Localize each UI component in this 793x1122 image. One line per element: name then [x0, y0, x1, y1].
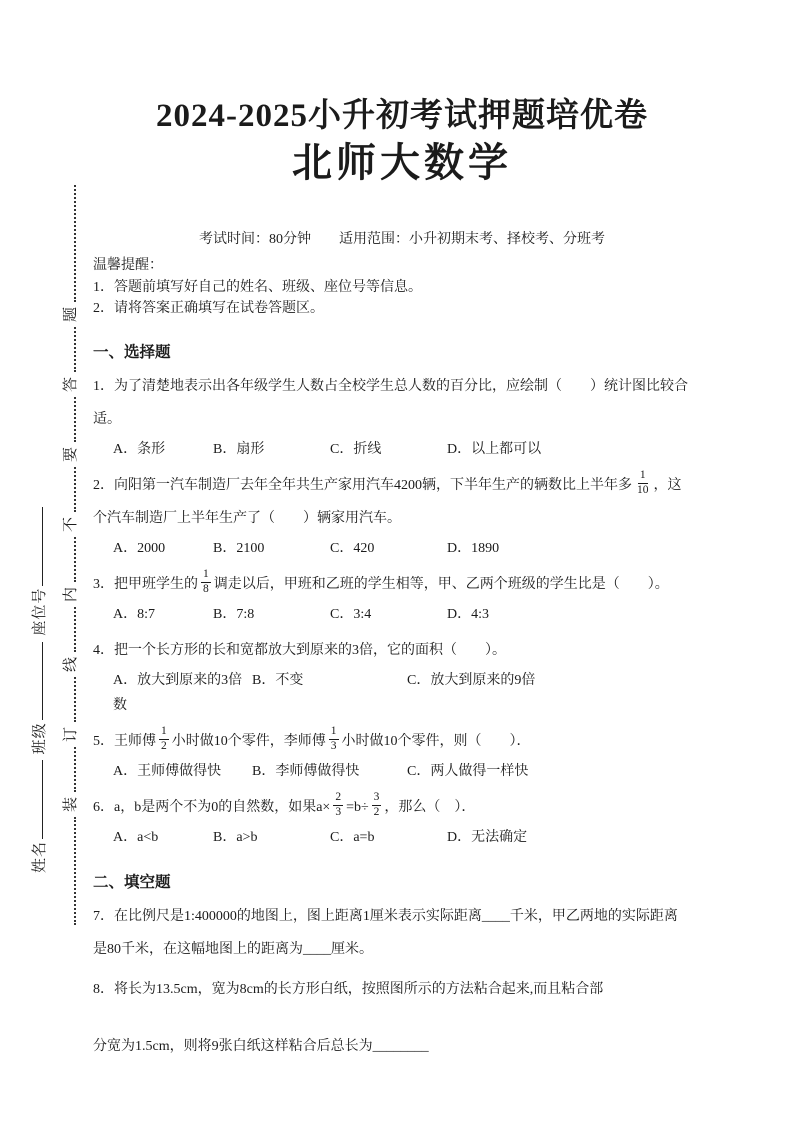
dots-segment	[63, 185, 76, 302]
dots-segment	[63, 467, 76, 512]
exam-meta-line: 考试时间：80分钟 适用范围：小升初期末考、择校考、分班考	[199, 232, 605, 247]
fraction-denominator: 3	[335, 805, 342, 818]
options-row	[93, 536, 711, 561]
student-field-label: 座位号	[31, 587, 48, 636]
fraction-numerator: 2	[333, 791, 343, 806]
page-title: 2024-2025小升初考试押题培优卷	[156, 98, 648, 134]
binding-strip	[0, 0, 92, 1122]
student-info-line	[27, 503, 49, 875]
dots-segment	[63, 537, 76, 582]
question-line: 4．把一个长方形的长和宽都放大到原来的3倍，它的面积（ ）。	[93, 642, 506, 658]
fraction	[201, 568, 211, 597]
fraction	[333, 791, 343, 820]
fraction-denominator: 3	[330, 739, 337, 752]
binding-char: 不	[62, 517, 79, 533]
option-cell: C．放大到原来的9倍	[407, 672, 536, 688]
page-subtitle: 北师大数学	[292, 140, 512, 185]
option-cell: D．1890	[447, 540, 500, 556]
option-cell: D．无法确定	[447, 829, 528, 845]
fraction-denominator: 2	[161, 739, 167, 752]
options-row	[93, 825, 711, 850]
fraction	[635, 469, 651, 498]
question-line: 6．a，b是两个不为0的自然数，如果a× $\frac{2}{3}$ =b÷ $\frac{3}{2}$ ，那么（ ）．	[93, 790, 476, 818]
fraction-denominator: 10	[637, 483, 649, 496]
binding-char: 线	[62, 657, 79, 673]
question	[93, 725, 711, 784]
notice-item: 2．请将答案正确填写在试卷答题区。	[93, 301, 324, 316]
question	[93, 568, 711, 627]
option-cell: C．两人做得一样快	[407, 763, 529, 779]
option-cell: B．扇形	[213, 441, 265, 457]
fraction-numerator: 1	[159, 725, 169, 740]
question-line: 7．在比例尺是1:400000的地图上，图上距离1厘米表示实际距离____千米，甲乙两地的实际距离	[93, 908, 678, 924]
options-row	[93, 602, 711, 627]
question	[93, 634, 711, 718]
section-heading: 一、选择题	[93, 343, 171, 361]
option-cell: D．以上都可以	[447, 441, 542, 457]
question-sections	[93, 343, 711, 1063]
notice-block	[93, 255, 711, 320]
option-cell: C．a=b	[330, 829, 375, 845]
option-cell: B．2100	[213, 540, 265, 556]
question-line: 分宽为1.5cm，则将9张白纸这样粘合后总长为________	[93, 1038, 429, 1054]
options-row	[93, 668, 711, 718]
question	[93, 973, 711, 1063]
option-cell: B．a>b	[213, 829, 258, 845]
binding-char: 装	[62, 797, 79, 813]
option-cell: C．3:4	[330, 606, 372, 622]
question-line: 1．为了清楚地表示出各年级学生人数占全校学生总人数的百分比，应绘制（ ）统计图比较合适。	[93, 378, 688, 427]
option-cell: A．王师傅做得快	[113, 763, 222, 779]
blank-line	[33, 760, 43, 839]
option-cell: A．8:7	[113, 606, 155, 622]
blank-line	[33, 642, 43, 721]
binding-char: 内	[62, 587, 79, 603]
options-row	[93, 437, 711, 462]
question-line: 是80千米，在这幅地图上的距离为____厘米。	[93, 941, 373, 957]
option-cell: C．420	[330, 540, 375, 556]
dots-segment	[63, 607, 76, 652]
question-line: 5．王师傅 $\frac{1}{2}$ 小时做10个零件，李师傅 $\frac{1}{3}$ 小时做10个零件，则（ ）．	[93, 724, 531, 752]
fraction-numerator: 1	[329, 725, 339, 740]
option-cell: A．条形	[113, 441, 166, 457]
question	[93, 791, 711, 850]
option-cell: B．7:8	[213, 606, 255, 622]
question-line: 8．将长为13.5cm，宽为8cm的长方形白纸，按照图所示的方法粘合起来,而且粘合部	[93, 981, 604, 997]
question-line: 2．向阳第一汽车制造厂去年全年共生产家用汽车4200辆，下半年生产的辆数比上半年多 $\frac{1}{10}$ ，这	[93, 468, 682, 496]
fraction	[159, 725, 169, 754]
dots-segment	[63, 397, 76, 442]
notice-item: 1．答题前填写好自己的姓名、班级、座位号等信息。	[93, 279, 422, 295]
dots-segment	[63, 747, 76, 792]
binding-char: 答	[62, 377, 79, 393]
fraction-numerator: 1	[638, 469, 648, 484]
question-line: 3．把甲班学生的 $\frac{1}{8}$ 调走以后，甲班和乙班的学生相等，甲、乙两个班级的学生比是（ ）。	[93, 567, 669, 595]
options-row	[93, 759, 711, 784]
fraction	[372, 791, 382, 820]
student-field-label: 姓名	[31, 840, 48, 873]
fraction-denominator: 2	[373, 805, 380, 818]
dots-segment	[63, 817, 76, 925]
option-cell: A．a<b	[113, 829, 159, 845]
section-heading: 二、填空题	[93, 873, 171, 891]
question	[93, 370, 711, 462]
binding-char: 题	[62, 307, 79, 323]
option-cell: A．放大到原来的3倍数	[113, 672, 243, 713]
option-cell: B．李师傅做得快	[252, 763, 360, 779]
binding-char: 要	[62, 447, 79, 463]
fraction-numerator: 3	[372, 791, 382, 806]
fraction-denominator: 8	[203, 582, 209, 595]
option-cell: C．折线	[330, 441, 382, 457]
option-cell: B．不变	[252, 672, 304, 688]
binding-dotted-line	[58, 185, 80, 925]
paper-content	[93, 0, 711, 1063]
option-cell: D．4:3	[447, 606, 489, 622]
option-cell: A．2000	[113, 540, 166, 556]
dots-segment	[63, 677, 76, 722]
notice-heading: 温馨提醒：	[93, 258, 163, 273]
dots-segment	[63, 327, 76, 372]
binding-char: 订	[62, 727, 79, 743]
question	[93, 900, 711, 966]
blank-line	[33, 507, 43, 586]
question-line: 个汽车制造厂上半年生产了（ ）辆家用汽车。	[93, 510, 401, 526]
fraction	[329, 725, 339, 754]
question	[93, 469, 711, 561]
fraction-numerator: 1	[201, 568, 211, 583]
student-field-label: 班级	[31, 722, 48, 755]
